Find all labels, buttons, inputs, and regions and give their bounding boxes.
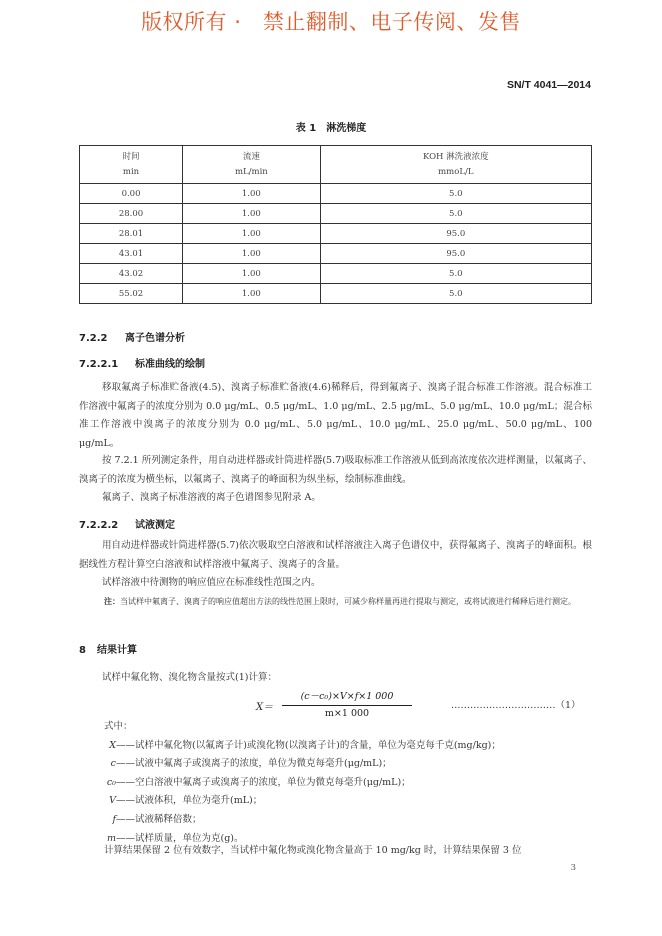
fraction-bar <box>282 705 412 706</box>
table-title: 表 1 淋洗梯度 <box>295 123 367 134</box>
section-heading-8 <box>79 641 137 656</box>
formula-lhs: X＝ <box>256 702 274 713</box>
paragraph-rounding: 计算结果保留 2 位有效数字，当试样中氟化物或溴化物含量高于 10 mg/kg 时，计算结果保留 3 位 <box>104 845 522 856</box>
table-cell: 1.00 <box>183 204 321 224</box>
table-cell: 5.0 <box>320 204 591 224</box>
table-cell: 28.00 <box>80 204 183 224</box>
variable-description: ——空白溶液中氟离子或溴离子的浓度，单位为微克每毫升(μg/mL)； <box>116 776 411 788</box>
table-cell: 95.0 <box>320 244 591 264</box>
col-header-flow: 流速 mL/min <box>183 146 321 184</box>
variable-description: ——试液稀释倍数； <box>116 813 202 825</box>
section-heading-7-2-2-1 <box>79 355 205 370</box>
paragraph-standard-curve: 按 7.2.1 所列测定条件，用自动进样器或针筒进样器(5.7)吸取标准工作溶液从低到高浓度依次进样测量，以氟离子、溴离子的浓度为横坐标，以氟离子、溴离子的峰面积为纵坐标，绘制标准曲线。 <box>79 455 592 485</box>
paragraph-standard-prep: 移取氟离子标准贮备液(4.5)、溴离子标准贮备液(4.6)稀释后，得到氟离子、溴离子混合标准工作溶液。混合标准工作溶液中氟离子的浓度分别为 0.0 μg/mL、0.5 μg/mL、1.0 μg/mL、2.5 μg/mL、5.0 μg/mL、10.0 μg/mL；混合标准工作溶液中溴离子的浓度分别为 0.0 μg/mL、5.0 μg/mL、10.0 μg/mL、25.0 μg/mL、50.0 μg/mL、100 μg/mL。 <box>79 382 592 449</box>
standard-code: SN/T 4041—2014 <box>506 79 591 91</box>
paragraph-sample-measure: 用自动进样器或针筒进样器(5.7)依次吸取空白溶液和试样溶液注入离子色谱仪中，获得氟离子、溴离子的峰面积。根据线性方程计算空白溶液和试样溶液中氟离子、溴离子的含量。 <box>79 540 592 570</box>
note <box>104 594 592 609</box>
variable-description: ——试样质量，单位为克(g)。 <box>116 832 244 844</box>
variable-description: ——试液体积，单位为毫升(mL)； <box>116 795 263 807</box>
table-cell: 55.02 <box>80 284 183 304</box>
formula-fraction <box>282 690 412 721</box>
table-cell: 5.0 <box>320 264 591 284</box>
table-cell: 28.01 <box>80 224 183 244</box>
paragraph-formula-intro: 试样中氟化物、溴化物含量按式(1)计算： <box>102 672 277 683</box>
section-number: 7.2.2.1 <box>79 359 119 370</box>
definition-item <box>104 774 592 793</box>
section-title: 结果计算 <box>97 645 137 656</box>
table-cell: 43.01 <box>80 244 183 264</box>
table-row <box>80 244 592 264</box>
variable-definitions <box>104 718 592 848</box>
section-heading-7-2-2-2 <box>79 516 175 531</box>
table-row <box>80 224 592 244</box>
table-row <box>80 284 592 304</box>
table-row <box>80 264 592 284</box>
formula-denominator: m×1 000 <box>324 708 370 719</box>
paragraph-linear-range: 试样溶液中待测物的响应值应在标准线性范围之内。 <box>102 577 321 588</box>
table-cell: 1.00 <box>183 284 321 304</box>
section-title: 标准曲线的绘制 <box>135 359 205 370</box>
definition-item <box>104 755 592 774</box>
table-cell: 1.00 <box>183 264 321 284</box>
table-row <box>80 204 592 224</box>
section-title: 试液测定 <box>135 520 175 531</box>
elution-gradient-table <box>79 145 592 304</box>
note-text: 当试样中氟离子、溴离子的响应值超出方法的线性范围上限时，可减少称样量再进行提取与测定，或将试液进行稀释后进行测定。 <box>120 597 576 606</box>
definition-item <box>104 811 592 830</box>
note-label: 注： <box>104 597 120 606</box>
table-cell: 43.02 <box>80 264 183 284</box>
variable-symbol: c <box>110 758 116 770</box>
paragraph-appendix-ref: 氟离子、溴离子标准溶液的离子色谱图参见附录 A。 <box>102 492 321 503</box>
where-label: 式中： <box>104 721 133 732</box>
section-number: 7.2.2 <box>79 333 108 344</box>
variable-symbol: m <box>106 832 116 844</box>
variable-description: ——试样中氟化物(以氟离子计)或溴化物(以溴离子计)的含量，单位为毫克每千克(mg/kg)； <box>116 739 501 751</box>
page-number: 3 <box>570 863 576 873</box>
table-cell: 1.00 <box>183 244 321 264</box>
equation-number: ……………………………（1） <box>451 700 581 711</box>
variable-symbol: c₀ <box>106 776 116 788</box>
section-number: 8 <box>79 645 86 656</box>
col-header-koh: KOH 淋洗液浓度 mmoL/L <box>320 146 591 184</box>
table-cell: 0.00 <box>80 184 183 204</box>
table-cell: 5.0 <box>320 184 591 204</box>
col-header-time: 时间 min <box>80 146 183 184</box>
table-header-row <box>80 146 592 184</box>
variable-description: ——试液中氟离子或溴离子的浓度，单位为微克每毫升(μg/mL)； <box>116 758 392 770</box>
table-cell: 5.0 <box>320 284 591 304</box>
section-number: 7.2.2.2 <box>79 520 119 531</box>
table-cell: 1.00 <box>183 184 321 204</box>
table-cell: 1.00 <box>183 224 321 244</box>
variable-symbol: V <box>109 795 116 807</box>
table-row <box>80 184 592 204</box>
table-cell: 95.0 <box>320 224 591 244</box>
definition-item <box>104 792 592 811</box>
copyright-watermark: 版权所有 · 禁止翻制、电子传阅、发售 <box>141 10 521 34</box>
section-title: 离子色谱分析 <box>125 333 185 344</box>
variable-symbol: X <box>109 739 116 751</box>
section-heading-7-2-2 <box>79 329 185 344</box>
variable-symbol: f <box>112 813 116 825</box>
formula-numerator: (c－c₀)×V×f×1 000 <box>300 691 394 702</box>
definition-item <box>104 737 592 756</box>
